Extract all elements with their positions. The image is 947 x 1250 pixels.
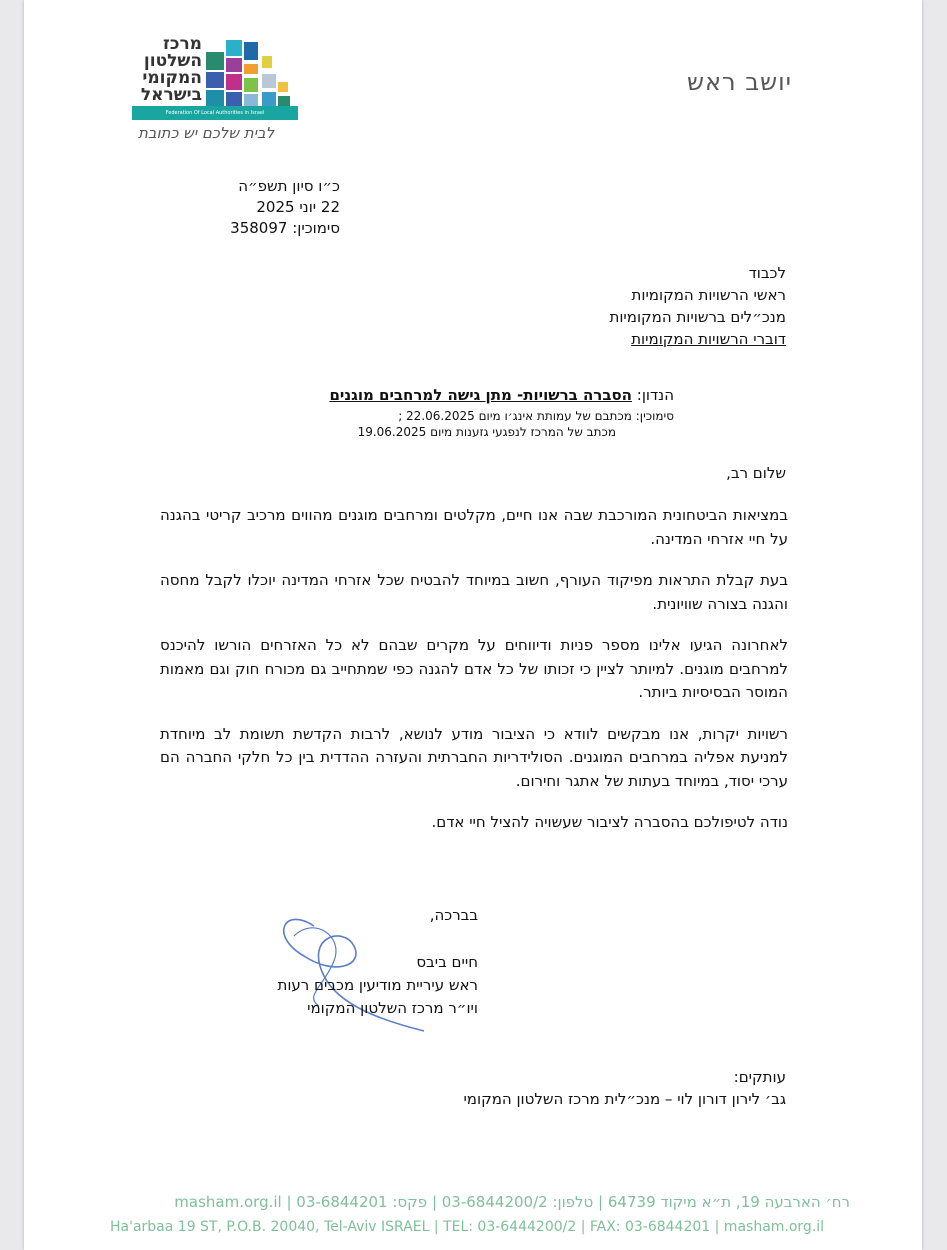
reference-number: סימוכין: 358097 [230,219,340,237]
copies-label: עותקים: [733,1068,786,1086]
logo-text: מרכז השלטון המקומי בישראל [140,34,202,105]
copies-line: גב׳ לירון דורון לוי – מנכ״לית מרכז השלטון המקומי [463,1090,786,1108]
copies-block [463,1066,786,1110]
chair-label: יושב ראש [686,68,792,96]
refs-label: סימוכין: [635,409,674,423]
closing-block [208,904,478,1020]
date-block [160,176,340,239]
gregorian-date: 22 יוני 2025 [256,198,340,216]
addressees [609,262,786,350]
to-label: לכבוד [748,264,786,282]
reference-2: מכתב של המרכז לנפגעי גזענות מיום 19.06.2025 [357,425,616,439]
footer-english: Ha'arbaa 19 ST, P.O.B. 20040, Tel-Aviv ISRAEL | TEL: 03-6444200/2 | FAX: 03-6844201 | masham.org.il [110,1219,825,1235]
paragraph: רשויות יקרות, אנו מבקשים לוודא כי הציבור מודע לנושא, לרבות הקדשת תשומת לב מיוחדת למניעת אפליה במרחבים המוגנים. הסולידריות החברתית והעזרה ההדדית בין כל חלקי החברה הם ערכי יסוד, במיוחד בעתות של אתגר וחירום. [160,724,788,790]
tagline: לבית שלכם יש כתובת [138,124,275,142]
paragraph: במציאות הביטחונית המורכבת שבה אנו חיים, מקלטים ומרחבים מוגנים מהווים מרכיב קריטי בהגנה על חיי אזרחי המדינה. [160,506,788,548]
signer-title: ויו״ר מרכז השלטון המקומי [307,999,478,1017]
signer-title: ראש עיריית מודיעין מכבים רעות [277,976,478,994]
signer-name: חיים ביבס [416,953,478,971]
logo [128,36,298,156]
addressee-line: מנכ״לים ברשויות המקומיות [609,308,786,326]
reference-1: מכתבם של עמותת אינג׳ו מיום 22.06.2025 ; [398,409,632,423]
letter-body [160,504,788,853]
references [358,408,674,440]
addressee-line: דוברי הרשויות המקומיות [631,330,786,348]
logo-caption: Federation Of Local Authorities in Israel [132,106,298,120]
logo-blocks-icon [204,38,300,112]
paragraph: בעת קבלת התראות מפיקוד העורף, חשוב במיוחד להבטיח שכל אזרחי המדינה יוכלו לקבל מחסה והגנה בצורה שוויונית. [160,571,788,613]
addressee-line: ראשי הרשויות המקומיות [631,286,786,304]
greeting: שלום רב, [726,464,786,482]
subject-label: הנדון: [636,386,674,404]
paragraph: נודה לטיפולכם בהסברה לציבור שעשויה להציל חיי אדם. [431,813,788,831]
paragraph: לאחרונה הגיעו אלינו מספר פניות ודיווחים על מקרים שבהם לא כל האזרחים הורשו להיכנס למרחבים מוגנים. למיותר לציין כי זכותו של כל אדם להגנה כפי שמתחייב גם מכורח חוק וגם מאמות המוסר הבסיסיות ביותר. [160,636,788,701]
regards: בברכה, [429,906,478,924]
letter-page [24,0,922,1250]
subject-title: הסברה ברשויות- מתן גישה למרחבים מוגנים [329,386,632,404]
footer-hebrew: רח׳ הארבעה 19, ת״א מיקוד 64739 | טלפון: 03-6844200/2 | פקס: 03-6844201 | masham.org.il [174,1193,850,1211]
hebrew-date: כ״ו סיון תשפ״ה [238,177,340,195]
subject-line [329,386,674,404]
